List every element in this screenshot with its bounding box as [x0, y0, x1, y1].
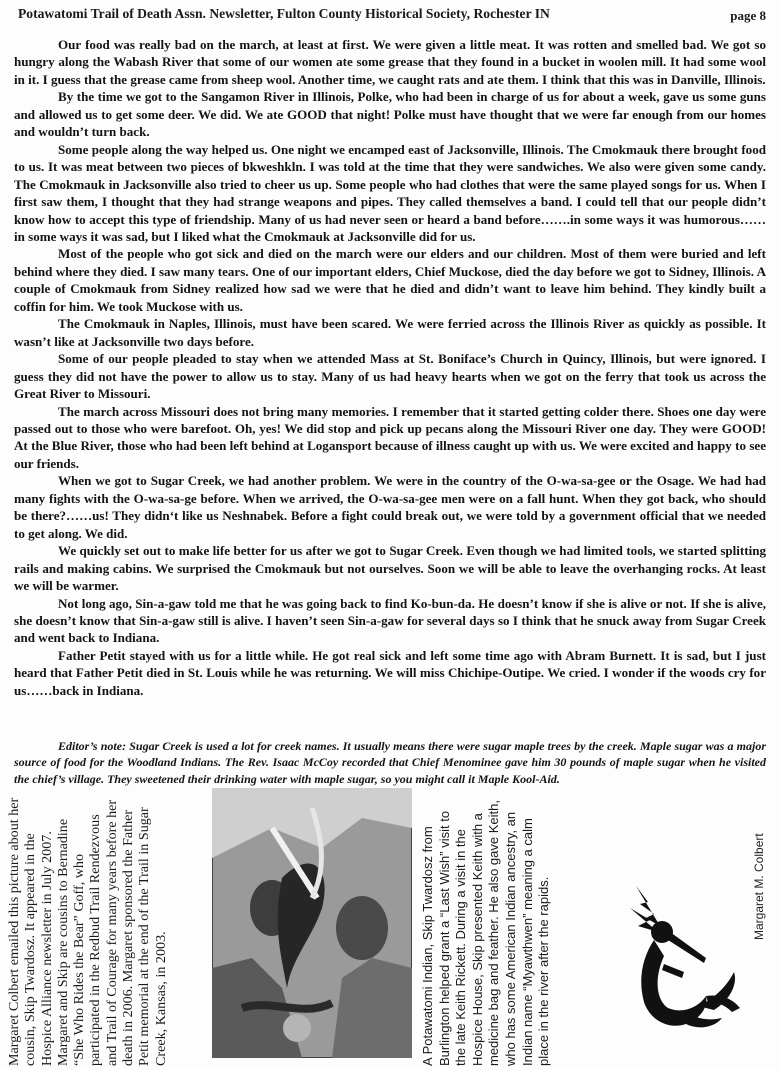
paragraph: Most of the people who got sick and died on the march were our elders and our children. Most of them were buried and left behind where they died. I saw many tears. One of our important elders, Chief Muckose, died the day before we got to Sidney, Illinois. A couple of Cmokmauk from Sidney realized how sad we were that he died and didn’t want to leave him behind. They kindly built a coffin for him. We took Muckose with us. — [14, 246, 766, 314]
kokopelli-flute-player-icon — [628, 868, 748, 1048]
paragraph: We quickly set out to make life better for us after we got to Sugar Creek. Even though we had limited tools, we started splitting rails and making cabins. We surprised the Cmokmauk but not ourselves. Soon we will be able to leave the overhanging rocks. At least we will be warmer. — [14, 543, 766, 594]
newsletter-title: Potawatomi Trail of Death Assn. Newsletter, Fulton County Historical Society, Rochester IN — [18, 6, 550, 21]
photo-caption-right: A Potawatomi Indian, Skip Twardosz from Burlington helped grant a “Last Wish” visit to the late Keith Rickett. During a visit in the Hospice House, Skip presented Keith with a medicine bag and feather. He also gave Keith, who has some American Indian ancestry, an Indian name “Myawthwen” meaning a calm place in the river after the rapids. — [420, 800, 552, 1066]
paragraph: Not long ago, Sin-a-gaw told me that he was going back to find Ko-bun-da. He doesn’t know if she is alive or not. If she is alive, she doesn’t know that Sin-a-gaw still is alive. I haven’t seen Sin-a-gaw for several days so I think that he snuck away from Sugar Creek and went back to Indiana. — [14, 595, 766, 646]
page-number: page 8 — [730, 8, 766, 23]
paragraph: When we got to Sugar Creek, we had another problem. We were in the country of the O-wa-sa-gee or the Osage. We had had many fights with the O-wa-sa-ge before. When we arrived, the O-wa-sa-gee men were on a fall hunt. When they got back, who should be there?……us! They didn‘t like us Neshnabek. Before a fight could break out, we were told by a government official that we needed to get along. We did. — [14, 473, 766, 541]
paragraph: Father Petit stayed with us for a little while. He got real sick and left some time ago with Abram Burnett. It is sad, but I just heard that Father Petit died in St. Louis while he was returning. We will miss Chichipe-Outipe. We cried. I wonder if the woods cry for us……back in Indiana. — [14, 647, 766, 698]
photo-caption-left: Margaret Colbert emailed this picture about her cousin, Skip Twardosz. It appeared in the Hospice Alliance newsletter in July 2007. Margaret and Skip are cousins to Bernadine “She Who Rides the Bear” Goff, who participated in the Redbud Trail Rendezvous and Trail of Courage for many years before her death in 2006. Margaret sponsored the Father Petit memorial at the end of the Trail in Sugar Creek, Kansas, in 2003. — [6, 797, 169, 1066]
paragraph: By the time we got to the Sangamon River in Illinois, Polke, who had been in charge of us for about a week, gave us some guns and allowed us to get some deer. We did. We ate GOOD that night! Polke must have thought that we were far enough from our homes and wouldn’t turn back. — [14, 89, 766, 140]
paragraph: Some people along the way helped us. One night we encamped east of Jacksonville, Illinois. The Cmokmauk there brought food to us. It was meat between two pieces of bkweshkln. I was told at the time that they were sandwiches. We also were given some candy. The Cmokmauk in Jacksonville also tried to cheer us up. Some people who had clothes that were the same played songs for us. When I first saw them, I thought that they had strange weapons and pipes. They called themselves a band. I could tell that our people didn’t know how to accept this type of friendship. Many of us had never seen or heard a band before…….in some ways it was humorous……in some ways it was sad, but I liked what the Cmokmauk at Jacksonville did for us. — [14, 141, 766, 244]
paragraph: Our food was really bad on the march, at least at first. We were given a little meat. It was rotten and smelled bad. We got so hungry along the Wabash River that some of our women ate some grease that they found in a bucket in woolen mill. It had some wool in it. I guess that the grease came from sheep wool. Another time, we caught rats and ate them. I think that this was in Danville, Illinois. — [14, 37, 766, 87]
photo-of-men-with-feather — [212, 788, 412, 1058]
editor-note: Editor’s note: Sugar Creek is used a lot for creek names. It usually means there were sugar maple trees by the creek. Maple sugar was a major source of food for the Woodland Indians. The Rev. Isaac McCoy recorded that Chief Menominee gave him 30 pounds of maple sugar when he visited the chief’s village. They sweetened their drinking water with maple sugar, so you might call it Maple Kool-Aid. — [14, 739, 766, 786]
paragraph: The Cmokmauk in Naples, Illinois, must have been scared. We were ferried across the Illinois River as quickly as possible. It wasn’t like at Jacksonville two days before. — [14, 316, 766, 349]
paragraph: The march across Missouri does not bring many memories. I remember that it started getting colder there. Shoes one day were passed out to those who were barefoot. Oh, yes! We did stop and pick up pecans along the Missouri River one day. They were GOOD! At the Blue River, those who had been left behind at Logansport because of illness caught up with us. We were excited and happy to see our friends. — [14, 403, 766, 471]
paragraph: Some of our people pleaded to stay when we attended Mass at St. Boniface’s Church in Quincy, Illinois, but were ignored. I guess they did not have the power to allow us to stay. Many of us had heavy hearts when we got on the ferry that took us across the Great River to Missouri. — [14, 351, 766, 402]
signature-credit: Margaret M. Colbert — [752, 833, 766, 940]
page-header — [18, 6, 766, 26]
article-body — [14, 36, 766, 699]
